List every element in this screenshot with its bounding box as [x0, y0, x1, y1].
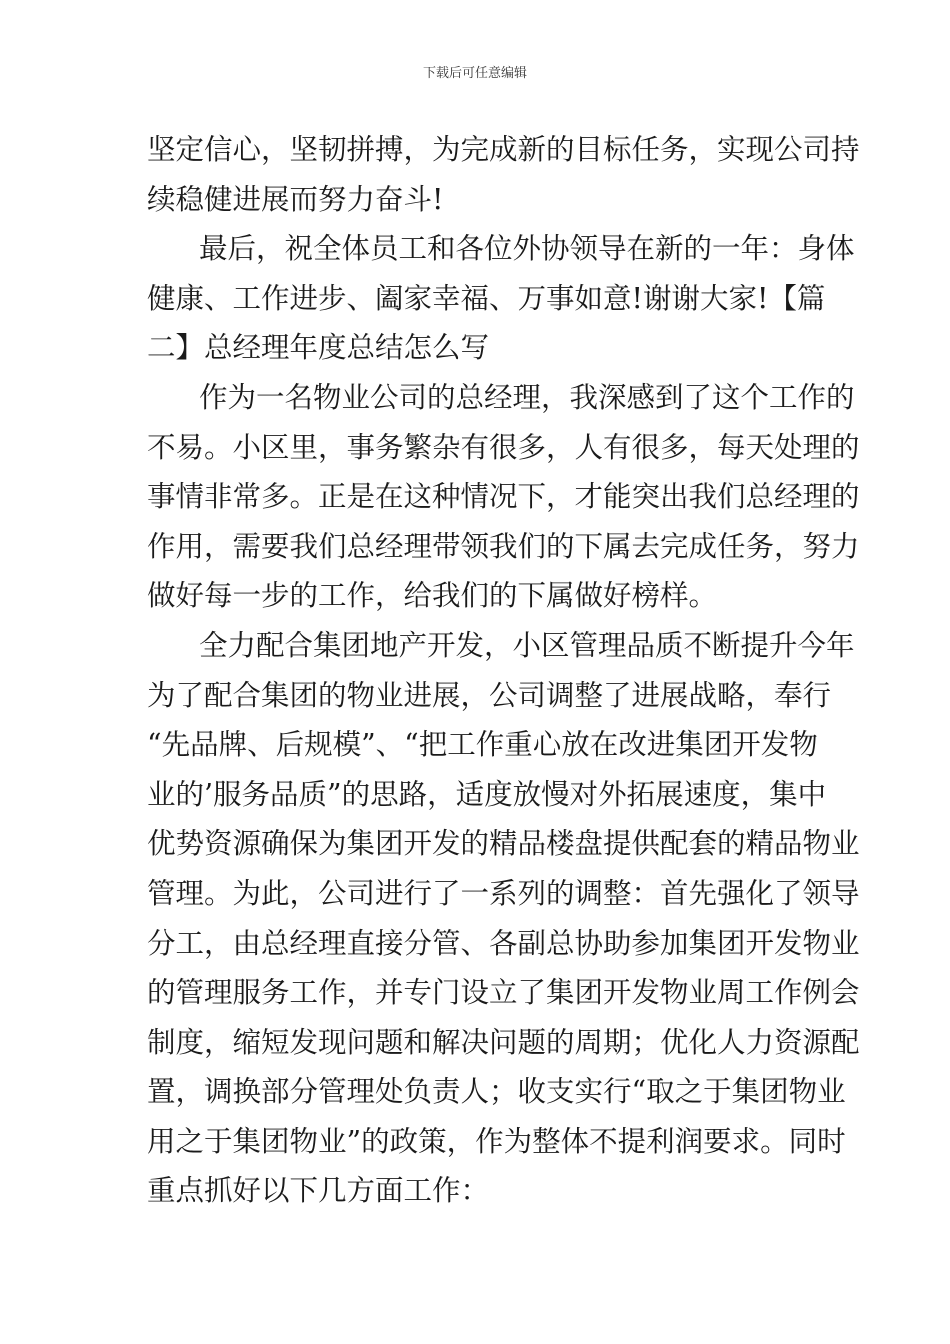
text-line: 健康、工作进步、阖家幸福、万事如意!谢谢大家!【篇: [147, 281, 826, 315]
text-line: 二】总经理年度总结怎么写: [147, 331, 490, 365]
document-body: [147, 125, 860, 1216]
text-line: 作为一名物业公司的总经理，我深感到了这个工作的: [199, 380, 855, 414]
text-line: 最后，祝全体员工和各位外协领导在新的一年：身体: [199, 232, 855, 266]
text-line: 全力配合集团地产开发，小区管理品质不断提升今年: [199, 628, 855, 662]
text-line: 作用，需要我们总经理带领我们的下属去完成任务，努力: [147, 529, 860, 563]
text-line: 优势资源确保为集团开发的精品楼盘提供配套的精品物业: [147, 827, 860, 861]
text-line: “先品牌、后规模”、“把工作重心放在改进集团开发物: [147, 728, 818, 762]
text-line: 置，调换部分管理处负责人；收支实行“取之于集团物业: [147, 1075, 846, 1109]
text-line: 的管理服务工作，并专门设立了集团开发物业周工作例会: [147, 976, 860, 1010]
text-line: 为了配合集团的物业进展，公司调整了进展战略，奉行: [147, 678, 832, 712]
text-line: 重点抓好以下几方面工作：: [147, 1174, 490, 1208]
text-line: 坚定信心，坚韧拼搏，为完成新的目标任务，实现公司持: [147, 133, 860, 166]
text-line: 管理。为此，公司进行了一系列的调整：首先强化了领导: [147, 876, 860, 910]
text-line: 续稳健进展而努力奋斗!: [147, 182, 444, 216]
text-line: 制度，缩短发现问题和解决问题的周期；优化人力资源配: [147, 1025, 860, 1059]
page-header: 下载后可任意编辑: [422, 66, 527, 81]
text-line: 做好每一步的工作，给我们的下属做好榜样。: [147, 579, 718, 613]
text-line: 分工，由总经理直接分管、各副总协助参加集团开发物业: [147, 926, 860, 960]
text-line: 事情非常多。正是在这种情况下，才能突出我们总经理的: [147, 480, 860, 514]
text-line: 业的’服务品质”的思路，适度放慢对外拓展速度，集中: [147, 777, 827, 811]
text-line: 用之于集团物业”的政策，作为整体不提利润要求。同时: [147, 1124, 846, 1158]
text-line: 不易。小区里，事务繁杂有很多，人有很多，每天处理的: [147, 430, 860, 464]
